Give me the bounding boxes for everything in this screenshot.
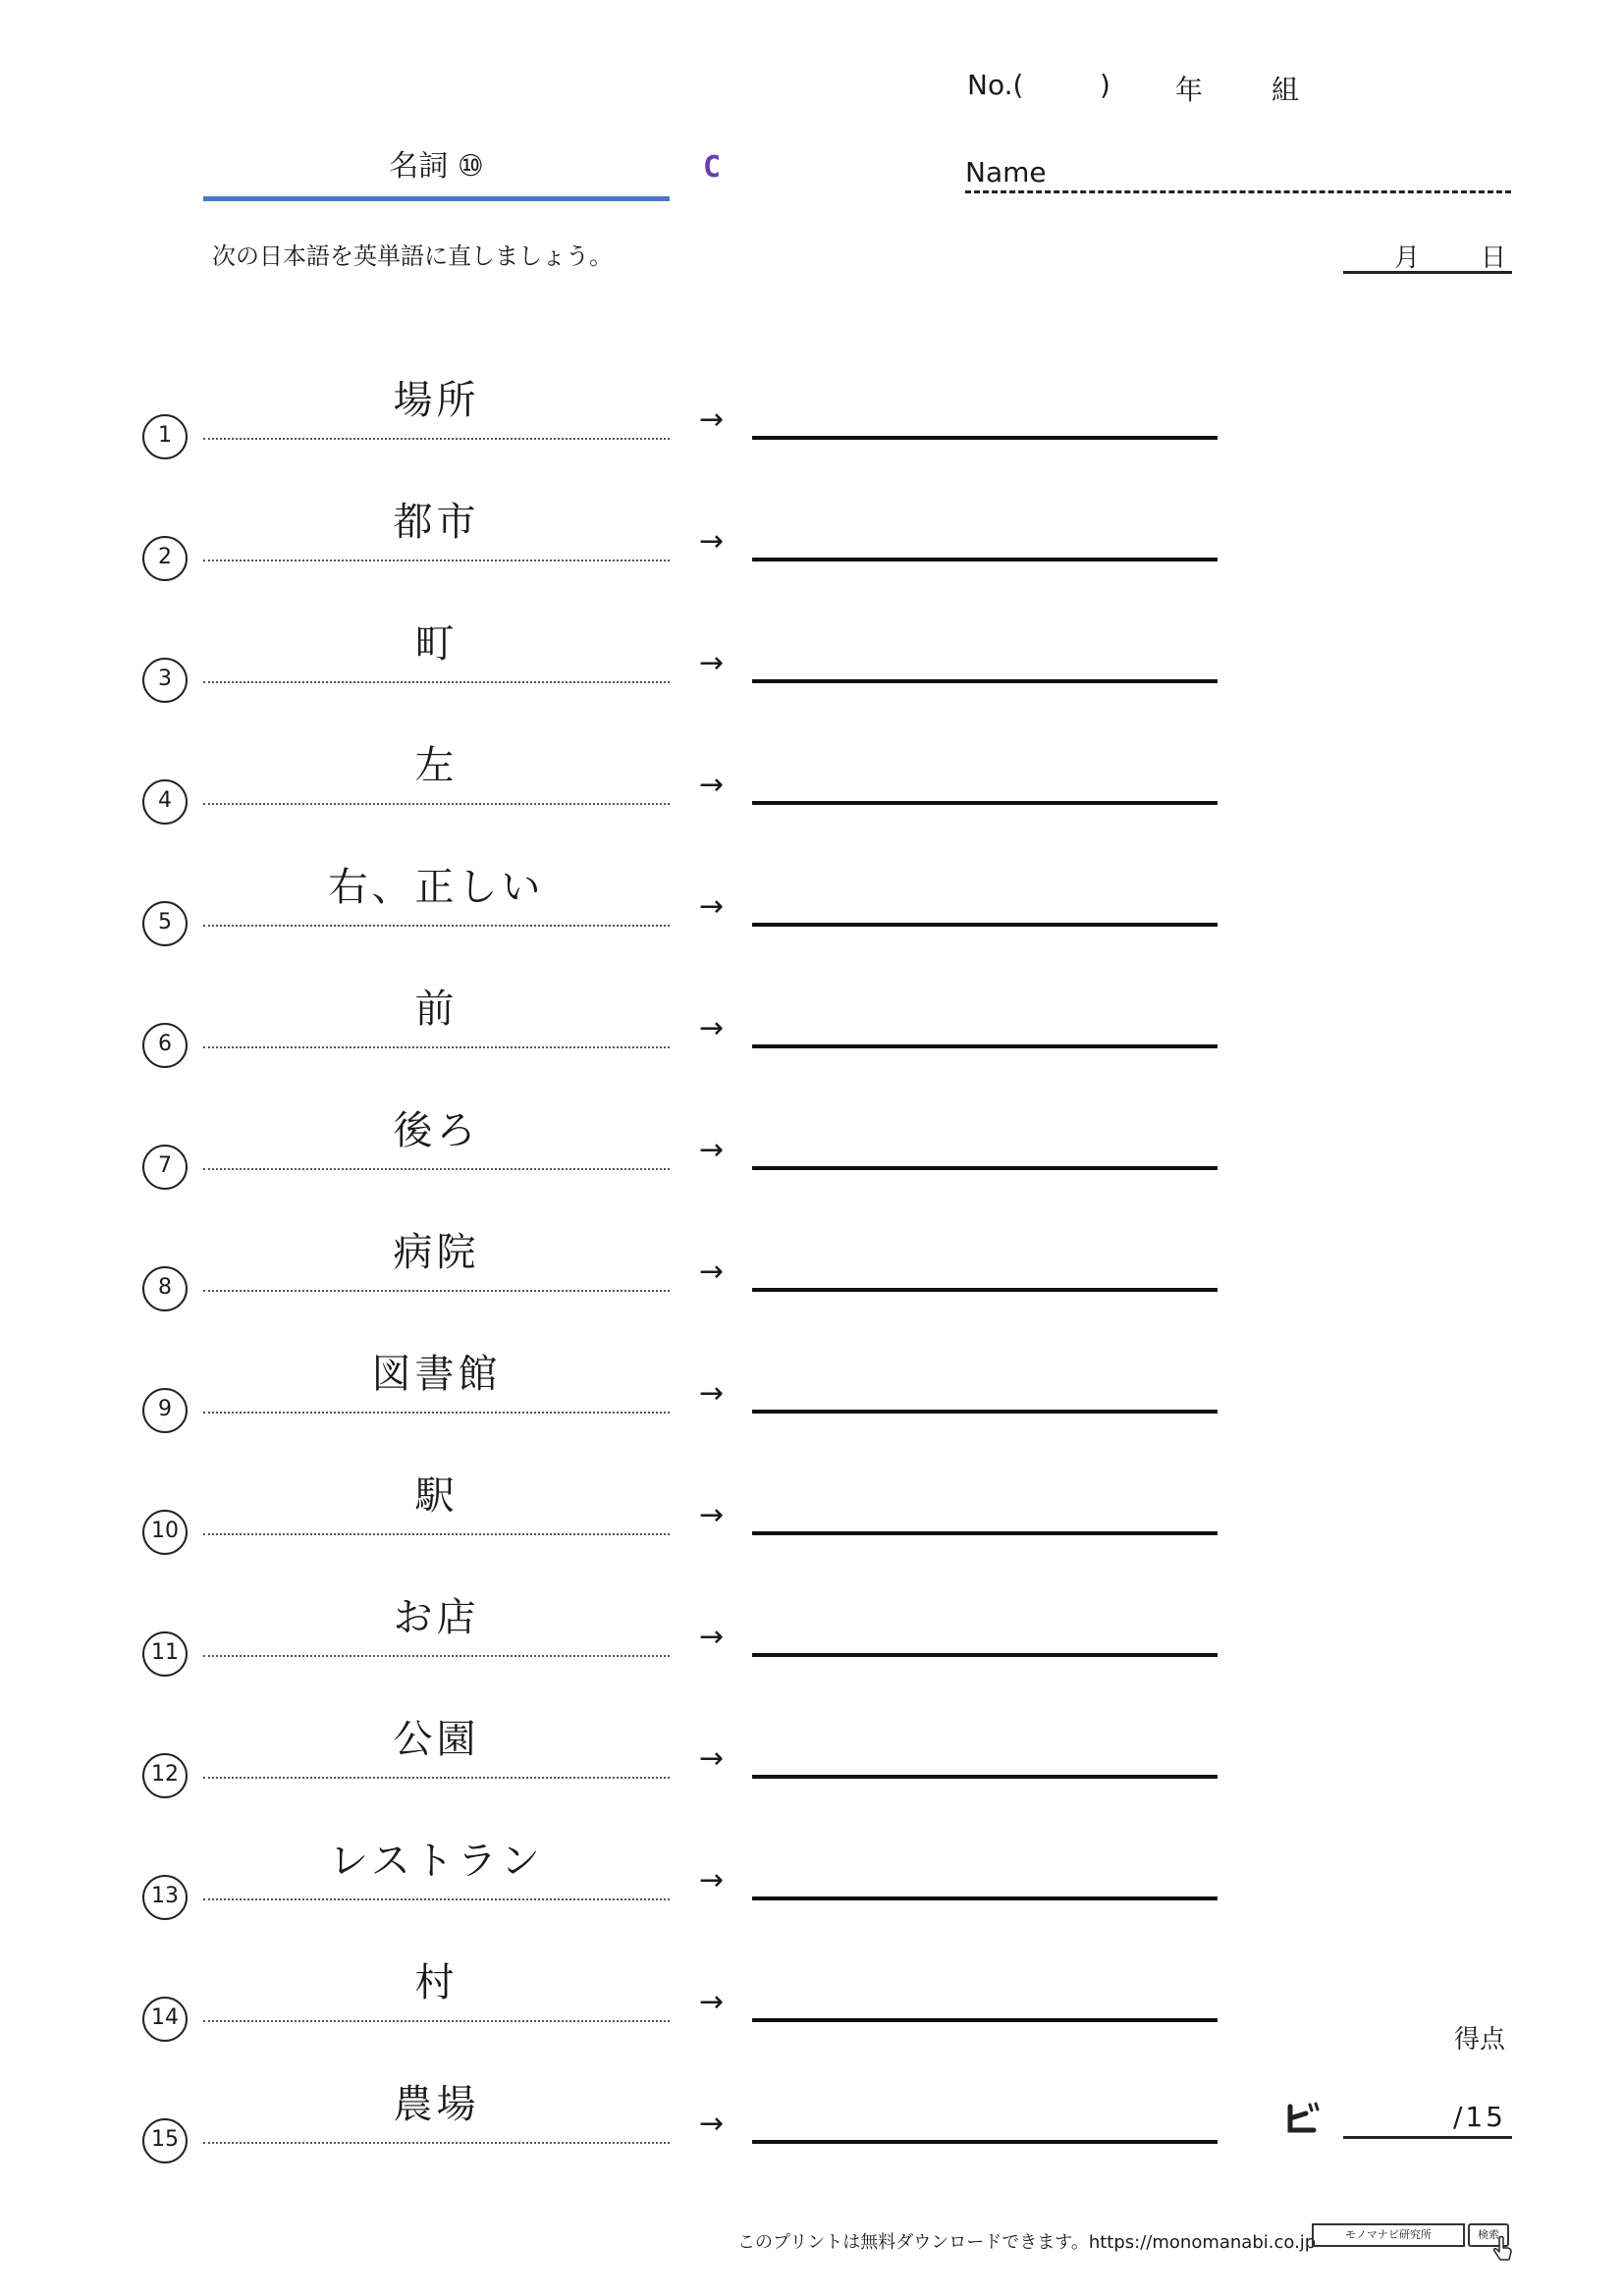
arrow-icon: →: [699, 402, 725, 437]
arrow-icon: →: [699, 646, 725, 680]
answer-line[interactable]: [752, 2140, 1218, 2144]
prompt-word-area: [203, 1215, 670, 1292]
prompt-word-area: [203, 1946, 670, 2022]
answer-line[interactable]: [752, 679, 1218, 683]
month-label: 月: [1394, 243, 1421, 273]
prompt-word-area: [203, 485, 670, 561]
question-number: 6: [142, 1023, 188, 1068]
prompt-word-area: [203, 1337, 670, 1414]
arrow-icon: →: [699, 768, 725, 802]
prompt-word: レストラン: [329, 1839, 544, 1884]
arrow-icon: →: [699, 1376, 725, 1411]
prompt-word: 前: [414, 987, 459, 1032]
question-number: 12: [142, 1753, 188, 1798]
prompt-word-area: [203, 607, 670, 683]
question-row: [0, 1215, 1624, 1337]
answer-line[interactable]: [752, 1653, 1218, 1657]
no-label: No.(: [967, 69, 1024, 101]
question-row: [0, 1094, 1624, 1215]
question-row: [0, 1459, 1624, 1580]
question-row: [0, 1946, 1624, 2067]
answer-line[interactable]: [752, 2018, 1218, 2022]
instruction-text: 次の日本語を英単語に直しましょう。: [212, 242, 613, 270]
no-close: ): [1100, 69, 1110, 101]
year-label: 年: [1175, 74, 1204, 106]
answer-line[interactable]: [752, 1775, 1218, 1779]
question-number: 8: [142, 1266, 188, 1311]
site-search-box[interactable]: モノマナビ研究所: [1312, 2223, 1465, 2247]
prompt-word: 左: [414, 743, 459, 788]
prompt-word-area: [203, 1824, 670, 1900]
answer-line[interactable]: [752, 1288, 1218, 1292]
question-number: 1: [142, 414, 188, 459]
arrow-icon: →: [699, 524, 725, 559]
day-label: 日: [1481, 243, 1507, 273]
pointer-hand-icon: [1492, 2236, 1514, 2264]
name-label: Name: [965, 156, 1047, 188]
mascot-icon: [1284, 2101, 1320, 2136]
arrow-icon: →: [699, 1133, 725, 1167]
question-row: [0, 850, 1624, 972]
arrow-icon: →: [699, 1985, 725, 2019]
prompt-word: 駅: [414, 1473, 459, 1519]
arrow-icon: →: [699, 1741, 725, 1776]
answer-line[interactable]: [752, 1166, 1218, 1170]
question-row: [0, 363, 1624, 485]
prompt-word: 場所: [393, 378, 480, 423]
arrow-icon: →: [699, 1498, 725, 1532]
prompt-word: 右、正しい: [328, 865, 545, 910]
arrow-icon: →: [699, 1255, 725, 1289]
question-number: 3: [142, 658, 188, 703]
answer-line[interactable]: [752, 923, 1218, 927]
question-number: 11: [142, 1631, 188, 1677]
score-total: /15: [1452, 2101, 1506, 2133]
arrow-icon: →: [699, 889, 725, 924]
arrow-icon: →: [699, 2107, 725, 2141]
question-number: 15: [142, 2118, 188, 2163]
question-number: 5: [142, 901, 188, 946]
prompt-word: 村: [414, 1960, 459, 2005]
question-number: 7: [142, 1145, 188, 1190]
question-number: 2: [142, 536, 188, 581]
prompt-word-area: [203, 850, 670, 927]
prompt-word: 病院: [393, 1230, 480, 1275]
question-row: [0, 485, 1624, 607]
date-field[interactable]: [1343, 236, 1512, 274]
worksheet-title-area: [203, 147, 670, 201]
prompt-word: 後ろ: [393, 1108, 480, 1153]
prompt-word: お店: [393, 1595, 480, 1640]
prompt-word: 農場: [393, 2082, 480, 2127]
question-row: [0, 1702, 1624, 1824]
answer-line[interactable]: [752, 1896, 1218, 1900]
prompt-word-area: [203, 2067, 670, 2144]
question-row: [0, 1580, 1624, 1702]
answer-line[interactable]: [752, 1044, 1218, 1048]
prompt-word-area: [203, 363, 670, 440]
question-number: 4: [142, 779, 188, 825]
prompt-word-area: [203, 1580, 670, 1657]
prompt-word-area: [203, 972, 670, 1048]
answer-line[interactable]: [752, 801, 1218, 805]
prompt-word-area: [203, 1702, 670, 1779]
prompt-word: 町: [414, 621, 459, 667]
question-row: [0, 972, 1624, 1094]
score-label: 得点: [1454, 2025, 1506, 2055]
prompt-word-area: [203, 728, 670, 805]
level-badge: C: [703, 150, 722, 185]
prompt-word-area: [203, 1094, 670, 1170]
question-row: [0, 1337, 1624, 1459]
question-row: [0, 728, 1624, 850]
prompt-word: 図書館: [371, 1352, 502, 1397]
question-number: 10: [142, 1510, 188, 1555]
arrow-icon: →: [699, 1863, 725, 1897]
arrow-icon: →: [699, 1011, 725, 1045]
answer-line[interactable]: [752, 558, 1218, 561]
question-row: [0, 607, 1624, 728]
question-number: 14: [142, 1997, 188, 2042]
question-number: 13: [142, 1875, 188, 1920]
answer-line[interactable]: [752, 436, 1218, 440]
score-field[interactable]: [1343, 2101, 1512, 2139]
prompt-word: 公園: [393, 1717, 480, 1762]
site-search-button[interactable]: 検索: [1468, 2223, 1509, 2247]
question-number: 9: [142, 1388, 188, 1433]
worksheet-title: 名詞 ⑩: [389, 149, 484, 184]
arrow-icon: →: [699, 1620, 725, 1654]
prompt-word-area: [203, 1459, 670, 1535]
answer-line[interactable]: [752, 1531, 1218, 1535]
answer-line[interactable]: [752, 1410, 1218, 1414]
name-field[interactable]: [965, 155, 1511, 193]
class-label: 組: [1272, 74, 1300, 106]
prompt-word: 都市: [393, 500, 480, 545]
question-row: [0, 1824, 1624, 1946]
footer-text: このプリントは無料ダウンロードできます。https://monomanabi.co.jp: [737, 2232, 1317, 2253]
